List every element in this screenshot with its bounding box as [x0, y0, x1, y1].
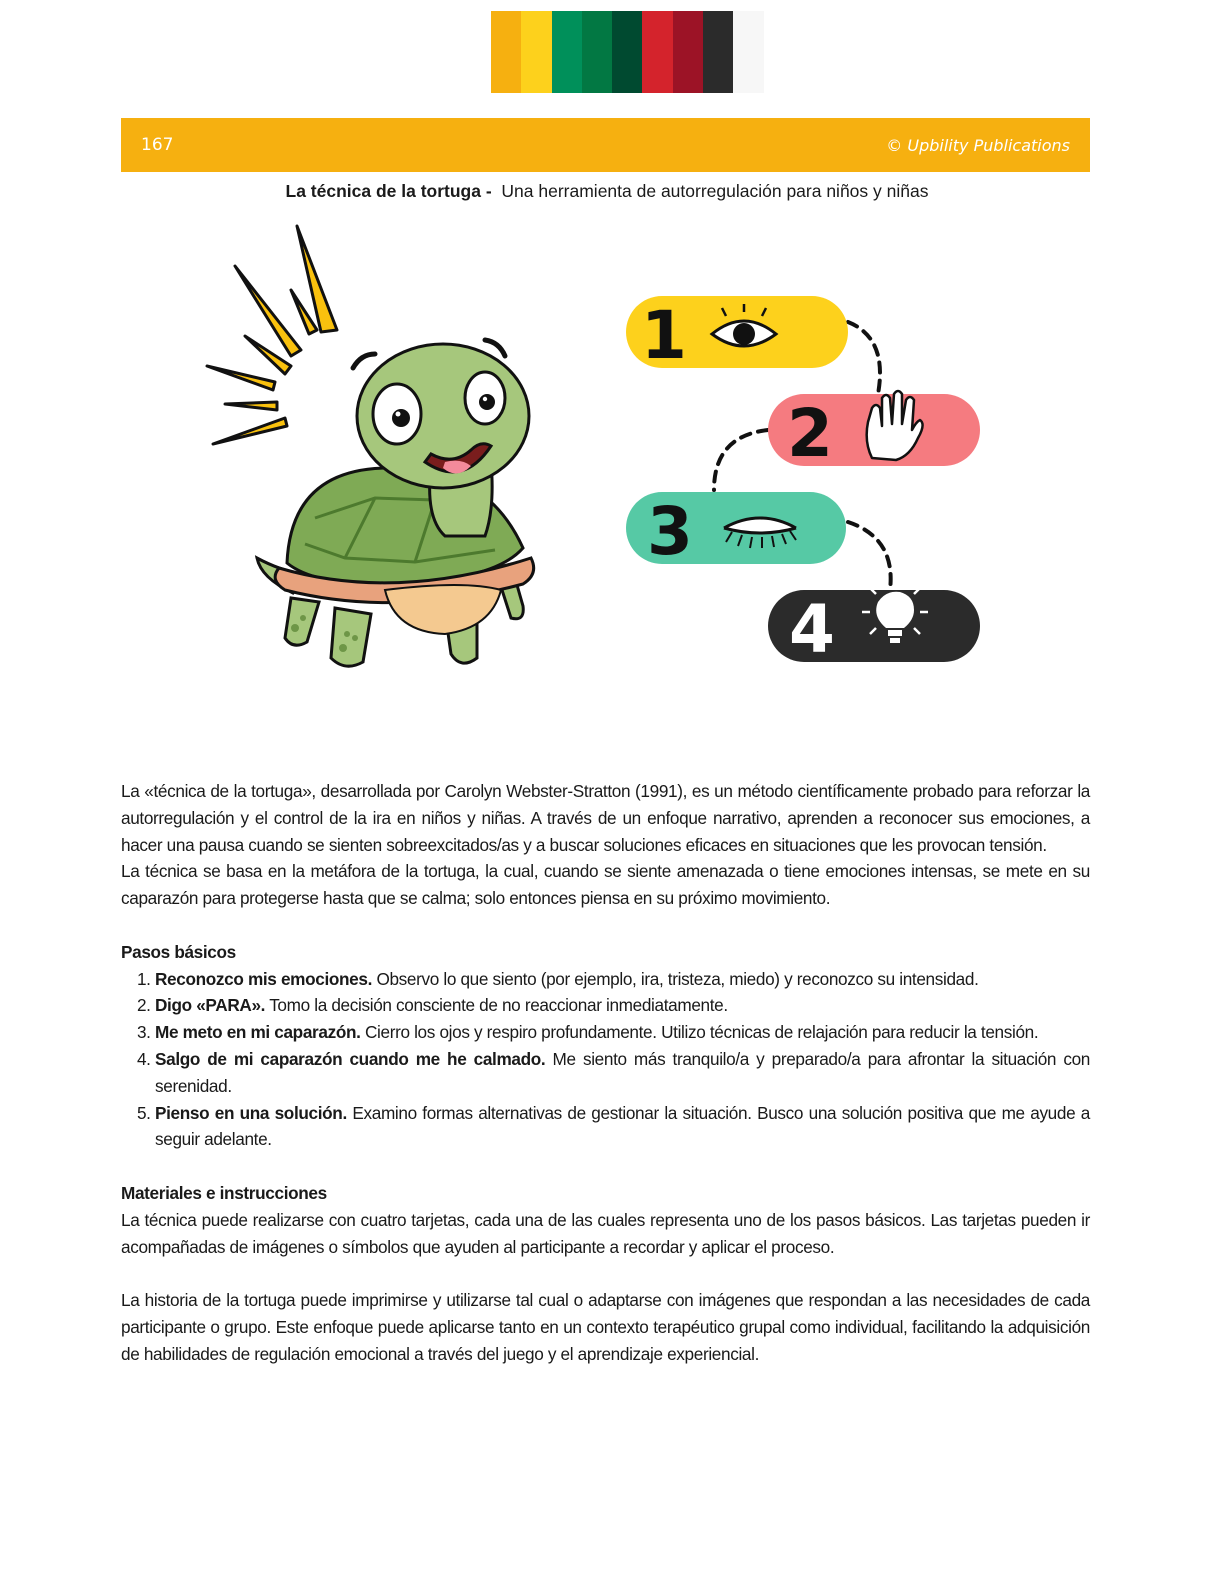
list-item	[155, 966, 1090, 993]
list-item	[155, 1019, 1090, 1046]
step-text: Me siento más tranquilo/a y preparado/a para afrontar la situación con serenidad.	[155, 1048, 1091, 1096]
step-text: Observo lo que siento (por ejemplo, ira, tristeza, miedo) y reconozco su intensidad.	[372, 968, 979, 989]
step-text: Examino formas alternativas de gestionar la situación. Busco una solución positiva que me ayude a seguir adelante.	[155, 1102, 1091, 1150]
palette-swatch	[582, 11, 612, 93]
step-bold: Me meto en mi caparazón.	[155, 1022, 361, 1043]
svg-text:1: 1	[641, 297, 687, 374]
step-bold: Reconozco mis emociones.	[155, 968, 373, 989]
header-bar	[121, 118, 1090, 172]
publisher-credit: © Upbility Publications	[886, 135, 1070, 155]
step-bold: Pienso en una solución.	[155, 1102, 347, 1123]
page-title	[0, 181, 1214, 202]
palette-swatch	[703, 11, 733, 93]
title-subtitle: Una herramienta de autorregulación para niños y niñas	[501, 181, 929, 201]
step-card-1	[626, 296, 848, 374]
step-card-4	[768, 576, 980, 668]
list-item	[155, 1046, 1090, 1100]
palette-swatch	[552, 11, 582, 93]
step-card-2	[768, 391, 980, 472]
list-item	[155, 992, 1090, 1019]
page-number: 167	[141, 135, 174, 155]
turtle-illustration	[195, 218, 545, 678]
materials-paragraph: La historia de la tortuga puede imprimirse y utilizarse tal cual o adaptarse con imágenes que respondan a las necesidades de cada participante o grupo. Este enfoque puede aplicarse tanto en un contexto terapéutico grupal como individual, facilitando la adquisición de habilidades de regulación emocional a través del juego y el aprendizaje experiencial.	[121, 1290, 1090, 1364]
svg-text:2: 2	[787, 395, 833, 472]
svg-text:3: 3	[647, 493, 693, 570]
section-title-steps: Pasos básicos	[121, 941, 236, 962]
step-bold: Digo «PARA».	[155, 995, 266, 1016]
excitement-rays	[207, 226, 337, 444]
step-bold: Salgo de mi caparazón cuando me he calmado.	[155, 1048, 546, 1069]
step-text: Tomo la decisión consciente de no reaccionar inmediatamente.	[265, 995, 728, 1016]
svg-text:4: 4	[789, 591, 835, 668]
color-palette	[491, 11, 764, 93]
palette-swatch	[673, 11, 703, 93]
materials-paragraph: La técnica puede realizarse con cuatro tarjetas, cada una de las cuales representa uno de los pasos básicos. Las tarjetas pueden ir acompañadas de imágenes o símbolos que ayuden al participante a recordar y aplicar el proceso.	[121, 1209, 1090, 1257]
list-item	[155, 1100, 1090, 1154]
palette-swatch	[521, 11, 551, 93]
palette-swatch	[733, 11, 763, 93]
palette-swatch	[642, 11, 672, 93]
steps-graphic	[620, 290, 990, 670]
intro-paragraph: La «técnica de la tortuga», desarrollada por Carolyn Webster-Stratton (1991), es un método científicamente probado para reforzar la autorregulación y el control de la ira en niños y niñas. A través de un enfoque narrativo, aprenden a reconocer sus emociones, a hacer una pausa cuando se sienten sobreexcitados/as y a buscar soluciones eficaces en situaciones que les provocan tensión.	[121, 781, 1090, 855]
step-card-3	[626, 492, 846, 570]
intro-paragraph: La técnica se basa en la metáfora de la tortuga, la cual, cuando se siente amenazada o tiene emociones intensas, se mete en su caparazón para protegerse hasta que se calma; solo entonces piensa en su próximo movimiento.	[121, 861, 1090, 909]
palette-swatch	[491, 11, 521, 93]
palette-swatch	[612, 11, 642, 93]
body-text	[121, 778, 1090, 1368]
section-title-materials: Materiales e instrucciones	[121, 1182, 327, 1203]
title-bold: La técnica de la tortuga -	[285, 181, 492, 201]
step-text: Cierro los ojos y respiro profundamente. Utilizo técnicas de relajación para reducir la tensión.	[360, 1022, 1039, 1043]
steps-list	[121, 966, 1090, 1154]
